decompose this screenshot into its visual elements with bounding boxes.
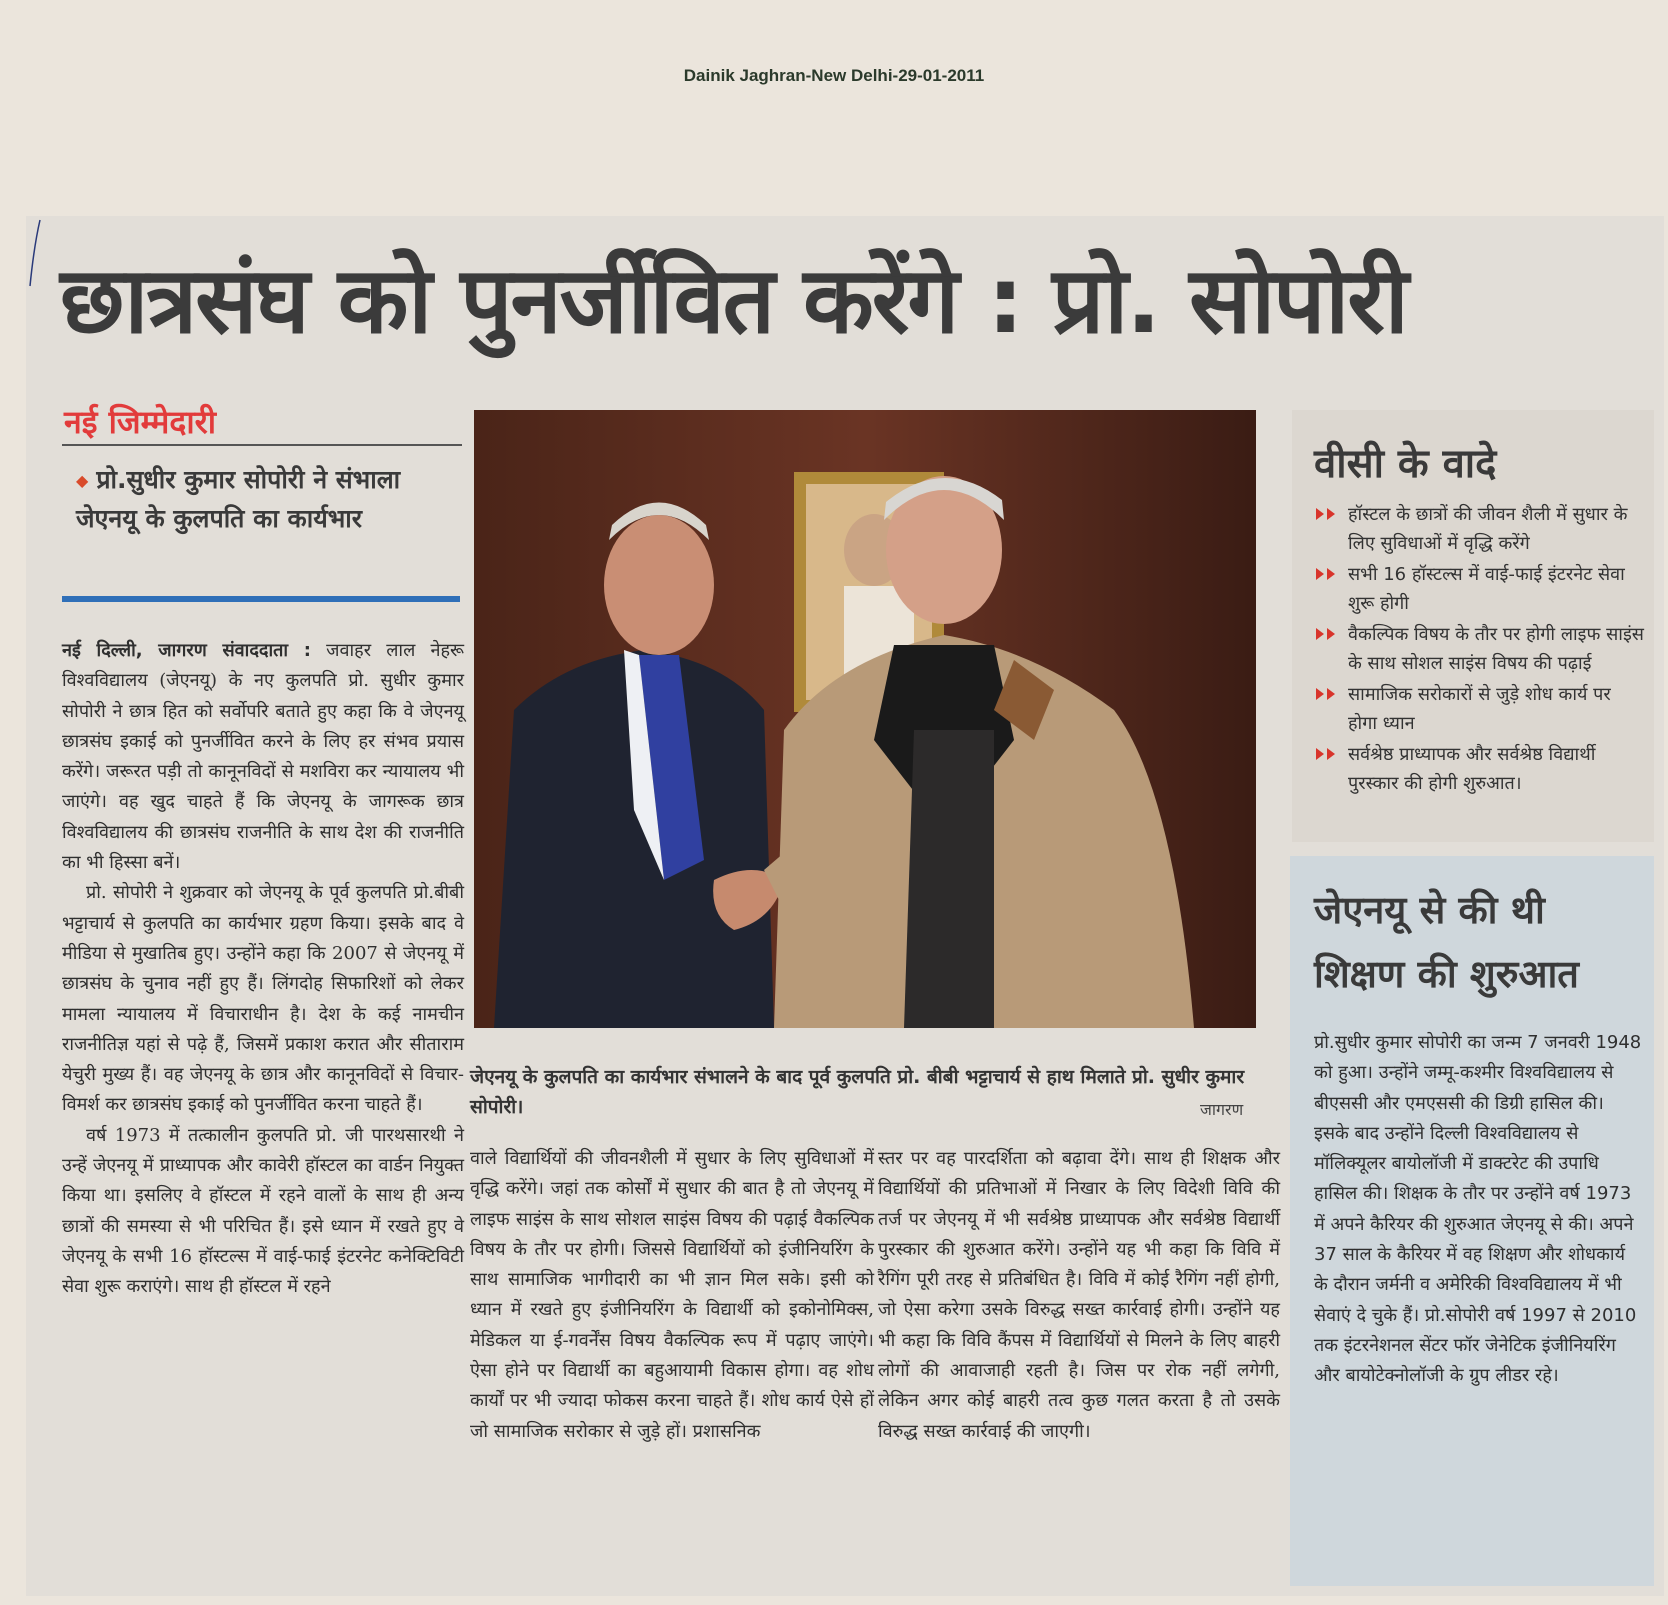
story-column-2: [470, 1144, 874, 1447]
double-arrow-icon: [1314, 627, 1340, 641]
double-arrow-icon: [1314, 747, 1340, 761]
clipping-source: Dainik Jaghran-New Delhi-29-01-2011: [683, 66, 985, 85]
divider: [62, 444, 462, 446]
bio-text: प्रो.सुधीर कुमार सोपोरी का जन्म 7 जनवरी 1948 को हुआ। उन्होंने जम्मू-कश्मीर विश्वविद्यालय से बीएससी और एमएससी की डिग्री हासिल की। इसके बाद उन्होंने दिल्ली विश्वविद्यालय से मॉलिक्यूलर बायोलॉजी में डाक्टरेट की उपाधि हासिल की। शिक्षक के तौर पर उन्होंने वर्ष 1973 में अपने कैरियर की शुरुआत जेएनयू से की। अपने 37 साल के कैरियर में वह शिक्षण और शोधकार्य के दौरान जर्मनी व अमेरिकी विश्वविद्यालय में भी सेवाएं दे चुके हैं। प्रो.सोपोरी वर्ष 1997 से 2010 तक इंटरनेशनल सेंटर फॉर जेनेटिक इंजीनियरिंग और बायोटेक्नोलॉजी के ग्रुप लीडर रहे।: [1314, 1032, 1642, 1387]
bio-box: [1290, 856, 1654, 1586]
story-text: जवाहर लाल नेहरू विश्वविद्यालय (जेएनयू) के नए कुलपति प्रो. सुधीर कुमार सोपोरी ने छात्र हित को सर्वोपरि बताते हुए कहा कि वे जेएनयू छात्रसंघ इकाई को पुनर्जीवित करने के लिए हर संभव प्रयास करेंगे। जरूरत पड़ी तो कानूनविदों से मशविरा कर न्यायालय भी जाएंगे। वह खुद चाहते हैं कि जेएनयू के जागरूक छात्र विश्वविद्यालय की छात्रसंघ राजनीति के साथ देश की राजनीति का भी हिस्सा बनें।: [62, 640, 464, 874]
blue-divider: [62, 596, 460, 602]
dateline: नई दिल्ली, जागरण संवाददाता :: [62, 640, 311, 661]
newspaper-clipping: [26, 216, 1664, 1596]
promise-text: वैकल्पिक विषय के तौर पर होगी लाइफ साइंस के साथ सोशल साइंस विषय की पढ़ाई: [1348, 624, 1644, 674]
deck-text: प्रो.सुधीर कुमार सोपोरी ने संभाला जेएनयू के कुलपति का कार्यभार: [76, 465, 401, 533]
kicker: नई जिम्मेदारी: [64, 403, 217, 441]
vc-promises-box: [1292, 410, 1654, 842]
photo-caption: जेएनयू के कुलपति का कार्यभार संभालने के बाद पूर्व कुलपति प्रो. बीबी भट्टाचार्य से हाथ मिलाते प्रो. सुधीर कुमार सोपोरी।: [470, 1066, 1245, 1118]
pen-mark: [26, 216, 56, 296]
deck: [76, 461, 456, 538]
story-paragraph: प्रो. सोपोरी ने शुक्रवार को जेएनयू के पूर्व कुलपति प्रो.बीबी भट्टाचार्य से कुलपति का कार्यभार ग्रहण किया। इसके बाद वे मीडिया से मुखातिब हुए। उन्होंने कहा कि 2007 से जेएनयू में छात्रसंघ के चुनाव नहीं हुए हैं। लिंगदोह सिफारिशों को लेकर मामला न्यायालय में विचाराधीन है। देश के कई नामचीन राजनीतिज्ञ यहां से पढ़े हैं, जिसमें प्रकाश करात और सीताराम येचुरी मुख्य हैं। वह जेएनयू के छात्र और कानूनविदों से विचार-विमर्श कर छात्रसंघ इकाई को पुनर्जीवित करना चाहते हैं।: [62, 882, 464, 1116]
double-arrow-icon: [1314, 567, 1340, 581]
story-paragraph: वर्ष 1973 में तत्कालीन कुलपति प्रो. जी पारथसारथी ने उन्हें जेएनयू में प्राध्यापक और कावेरी हॉस्टल का वार्डन नियुक्त किया था। इसलिए वे हॉस्टल में रहने वालों के साथ ही अन्य छात्रों की समस्या से भी परिचित हैं। इसे ध्यान में रखते हुए वे जेएनयू के सभी 16 हॉस्टल्स में वाई-फाई इंटरनेट कनेक्टिविटी सेवा शुरू कराएंगे। साथ ही हॉस्टल में रहने: [62, 1124, 464, 1298]
promise-item: [1314, 560, 1644, 618]
diamond-bullet-icon: ◆: [76, 471, 89, 490]
promises-title: वीसी के वादे: [1314, 441, 1497, 487]
story-paragraph: [62, 636, 464, 878]
photo-illustration: [474, 410, 1256, 1028]
double-arrow-icon: [1314, 507, 1340, 521]
promises-list: [1314, 500, 1644, 800]
promise-item: [1314, 680, 1644, 738]
bio-title: जेएनयू से की थी शिक्षण की शुरुआत: [1314, 888, 1579, 996]
headline: छात्रसंघ को पुनर्जीवित करेंगे : प्रो. सोपोरी: [60, 247, 1407, 354]
promise-text: सर्वश्रेष्ठ प्राध्यापक और सर्वश्रेष्ठ विद्यार्थी पुरस्कार की होगी शुरुआत।: [1348, 744, 1596, 794]
promise-item: [1314, 500, 1644, 558]
promise-text: सामाजिक सरोकारों से जुड़े शोध कार्य पर होगा ध्यान: [1348, 684, 1611, 734]
handshake-photo: [474, 410, 1256, 1028]
story-paragraph: स्तर पर वह पारदर्शिता को बढ़ावा देंगे। साथ ही शिक्षक और विद्यार्थियों की प्रतिभाओं में निखार के लिए विदेशी विवि की तर्ज पर जेएनयू में भी सर्वश्रेष्ठ प्राध्यापक और सर्वश्रेष्ठ विद्यार्थी पुरस्कार की शुरुआत करेंगे। उन्होंने यह भी कहा कि विवि में रैगिंग पूरी तरह से प्रतिबंधित है। विवि में कोई रैगिंग नहीं होगी, जो ऐसा करेगा उसके विरुद्ध सख्त कार्रवाई होगी। उन्होंने यह भी कहा कि विवि कैंपस में विद्यार्थियों से मिलने के लिए बाहरी लोगों की आवाजाही रहती है। जिस पर रोक नहीं लगेगी, लेकिन अगर कोई बाहरी तत्व कुछ गलत करता है तो उसके विरुद्ध सख्त कार्रवाई की जाएगी।: [878, 1148, 1280, 1442]
promise-text: सभी 16 हॉस्टल्स में वाई-फाई इंटरनेट सेवा शुरू होगी: [1348, 564, 1625, 614]
story-paragraph: वाले विद्यार्थियों की जीवनशैली में सुधार के लिए सुविधाओं में वृद्धि करेंगे। जहां तक कोर्सों में सुधार की बात है तो जेएनयू में लाइफ साइंस के साथ सोशल साइंस विषय की पढ़ाई वैकल्पिक विषय के तौर पर होगी। जिससे विद्यार्थियों को इंजीनियरिंग के साथ सामाजिक भागीदारी का भी ज्ञान मिल सके। इसी को ध्यान में रखते हुए इंजीनियरिंग के विद्यार्थी को इकोनोमिक्स, मेडिकल या ई-गवर्नेंस विषय वैकल्पिक रूप में पढ़ाए जाएंगे। ऐसा होने पर विद्यार्थी का बहुआयामी विकास होगा। वह शोध कार्यों पर भी ज्यादा फोकस करना चाहते हैं। शोध कार्य ऐसे हों जो सामाजिक सरोकार से जुड़े हों। प्रशासनिक: [470, 1148, 874, 1442]
promise-text: हॉस्टल के छात्रों की जीवन शैली में सुधार के लिए सुविधाओं में वृद्धि करेंगे: [1348, 504, 1628, 554]
double-arrow-icon: [1314, 687, 1340, 701]
story-column-1: [62, 636, 464, 1303]
story-column-3: [878, 1144, 1280, 1447]
photo-credit: जागरण: [1200, 1100, 1244, 1119]
promise-item: [1314, 740, 1644, 798]
promise-item: [1314, 620, 1644, 678]
